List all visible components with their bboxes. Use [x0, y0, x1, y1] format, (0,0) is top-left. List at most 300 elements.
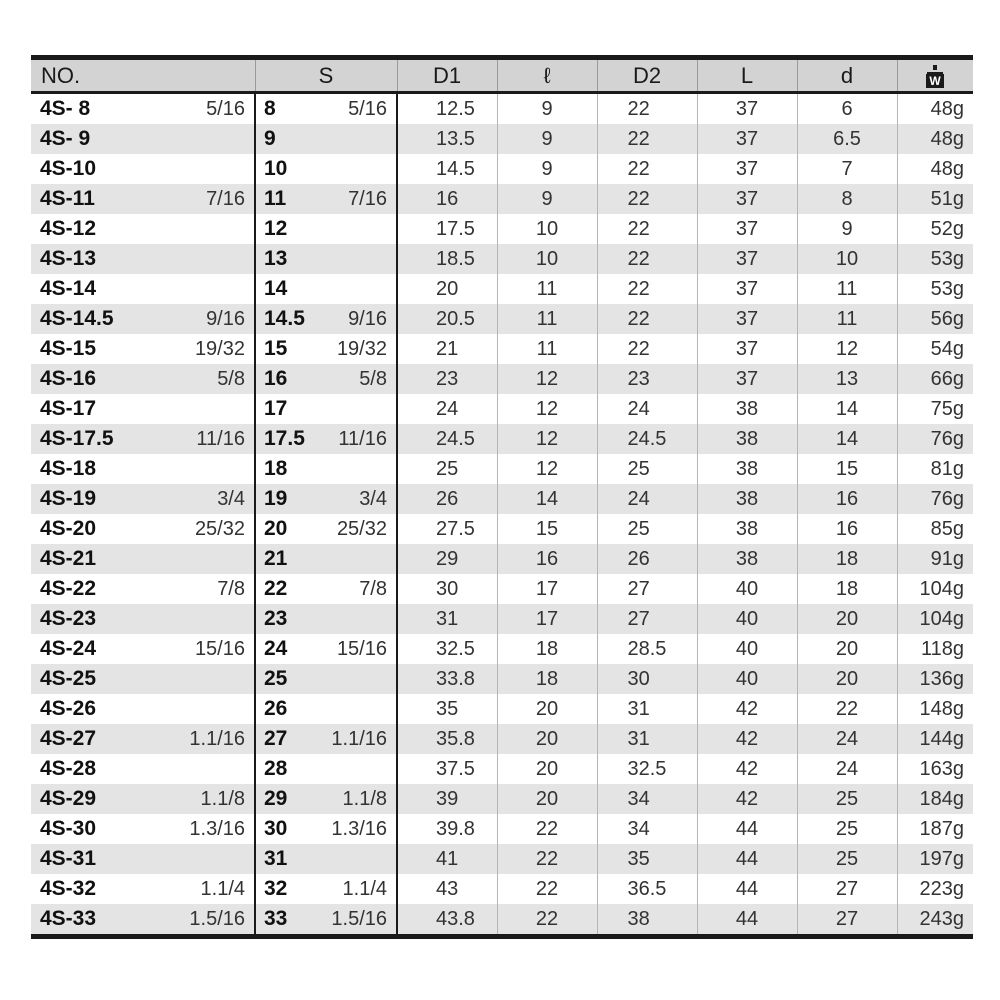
cell-no-inch: 1.3/16	[189, 818, 245, 840]
cell-d1: 20	[397, 274, 497, 304]
cell-no-inch: 3/4	[217, 488, 245, 510]
cell-no: 4S-28	[40, 757, 97, 780]
cell-no: 4S-19	[40, 487, 97, 510]
table-row	[31, 214, 973, 244]
cell-d1: 14.5	[397, 154, 497, 184]
cell-no-inch: 9/16	[206, 308, 245, 330]
cell-no-inch	[165, 664, 255, 694]
cell-d1: 23	[397, 364, 497, 394]
cell-d2: 27	[597, 574, 697, 604]
table-row	[31, 334, 973, 364]
cell-no: 4S-21	[40, 547, 97, 570]
cell-length: 37	[697, 154, 797, 184]
cell-d2: 22	[597, 304, 697, 334]
table-row	[31, 274, 973, 304]
cell-l: 14	[497, 484, 597, 514]
cell-length: 44	[697, 904, 797, 937]
cell-s: 14	[255, 274, 317, 304]
cell-no: 4S-18	[40, 457, 97, 480]
cell-l: 11	[497, 334, 597, 364]
cell-l: 15	[497, 514, 597, 544]
cell-length: 37	[697, 184, 797, 214]
cell-d: 24	[797, 724, 897, 754]
cell-no: 4S-26	[40, 697, 97, 720]
weight-icon-letter: W	[929, 73, 941, 88]
cell-d: 6.5	[797, 124, 897, 154]
cell-s-inch: 1.3/16	[331, 818, 387, 840]
cell-l: 10	[497, 214, 597, 244]
cell-weight: 148g	[897, 694, 973, 724]
cell-s: 16	[255, 364, 317, 394]
cell-weight: 85g	[897, 514, 973, 544]
cell-length: 37	[697, 304, 797, 334]
cell-d1: 21	[397, 334, 497, 364]
cell-l: 22	[497, 844, 597, 874]
table-row	[31, 424, 973, 454]
cell-d2: 22	[597, 214, 697, 244]
cell-l: 9	[497, 154, 597, 184]
table-row	[31, 634, 973, 664]
cell-no: 4S-11	[40, 187, 95, 210]
cell-d2: 38	[597, 904, 697, 937]
cell-l: 22	[497, 814, 597, 844]
cell-d: 24	[797, 754, 897, 784]
cell-length: 38	[697, 544, 797, 574]
table-row	[31, 754, 973, 784]
cell-d1: 41	[397, 844, 497, 874]
cell-no-inch: 1.1/4	[200, 878, 245, 900]
table-row	[31, 124, 973, 154]
cell-d2: 22	[597, 93, 697, 125]
cell-length: 42	[697, 694, 797, 724]
cell-s: 24	[255, 634, 317, 664]
cell-no-inch: 1.1/8	[200, 788, 245, 810]
cell-s: 8	[255, 93, 317, 125]
cell-l: 11	[497, 274, 597, 304]
cell-weight: 197g	[897, 844, 973, 874]
cell-s-inch: 9/16	[348, 308, 387, 330]
cell-d2: 30	[597, 664, 697, 694]
cell-no-inch: 19/32	[194, 338, 245, 360]
cell-no-inch	[165, 154, 255, 184]
cell-no-inch: 7/8	[217, 578, 245, 600]
cell-no-inch: 7/16	[206, 188, 245, 210]
cell-no: 4S-20	[40, 517, 97, 540]
cell-no: 4S-14.5	[40, 307, 114, 330]
cell-d2: 22	[597, 274, 697, 304]
cell-d1: 29	[397, 544, 497, 574]
table-row	[31, 454, 973, 484]
cell-d: 9	[797, 214, 897, 244]
cell-no: 4S-12	[40, 217, 97, 240]
cell-no-inch	[165, 214, 255, 244]
table-row	[31, 694, 973, 724]
table-row	[31, 154, 973, 184]
cell-weight: 48g	[897, 154, 973, 184]
cell-s: 20	[255, 514, 317, 544]
cell-d: 12	[797, 334, 897, 364]
cell-s: 11	[255, 184, 317, 214]
cell-no-inch: 25/32	[194, 518, 245, 540]
table-row	[31, 784, 973, 814]
cell-weight: 56g	[897, 304, 973, 334]
cell-d2: 32.5	[597, 754, 697, 784]
cell-l: 11	[497, 304, 597, 334]
cell-d2: 28.5	[597, 634, 697, 664]
cell-d1: 24.5	[397, 424, 497, 454]
header-d: d	[797, 58, 897, 93]
cell-s-inch: 3/4	[359, 488, 387, 510]
cell-d: 13	[797, 364, 897, 394]
header-d1: D1	[397, 58, 497, 93]
cell-weight: 81g	[897, 454, 973, 484]
cell-weight: 76g	[897, 424, 973, 454]
cell-length: 37	[697, 274, 797, 304]
cell-d2: 25	[597, 454, 697, 484]
table-row	[31, 484, 973, 514]
cell-length: 40	[697, 574, 797, 604]
cell-l: 20	[497, 754, 597, 784]
table-body	[31, 93, 973, 937]
table-row	[31, 394, 973, 424]
cell-d2: 34	[597, 784, 697, 814]
cell-s: 15	[255, 334, 317, 364]
cell-d: 25	[797, 844, 897, 874]
cell-d: 16	[797, 484, 897, 514]
cell-d1: 30	[397, 574, 497, 604]
cell-length: 42	[697, 784, 797, 814]
table-row	[31, 574, 973, 604]
cell-s-inch	[317, 124, 397, 154]
cell-weight: 53g	[897, 244, 973, 274]
cell-weight: 76g	[897, 484, 973, 514]
cell-no: 4S-22	[40, 577, 97, 600]
cell-no-inch	[165, 274, 255, 304]
cell-d1: 17.5	[397, 214, 497, 244]
cell-s-inch: 7/8	[359, 578, 387, 600]
cell-d2: 36.5	[597, 874, 697, 904]
cell-d: 11	[797, 304, 897, 334]
cell-weight: 51g	[897, 184, 973, 214]
cell-no: 4S-31	[40, 847, 97, 870]
cell-length: 40	[697, 604, 797, 634]
cell-no: 4S-24	[40, 637, 97, 660]
table-row	[31, 364, 973, 394]
cell-d1: 35.8	[397, 724, 497, 754]
cell-s-inch: 25/32	[336, 518, 387, 540]
cell-s: 28	[255, 754, 317, 784]
cell-s-inch	[317, 844, 397, 874]
cell-d: 27	[797, 874, 897, 904]
cell-s: 26	[255, 694, 317, 724]
cell-s-inch	[317, 694, 397, 724]
cell-s-inch: 19/32	[336, 338, 387, 360]
cell-s-inch	[317, 604, 397, 634]
cell-length: 37	[697, 364, 797, 394]
cell-d2: 23	[597, 364, 697, 394]
socket-spec-table	[31, 55, 973, 939]
cell-d1: 35	[397, 694, 497, 724]
cell-d: 25	[797, 814, 897, 844]
cell-weight: 243g	[897, 904, 973, 937]
cell-d2: 22	[597, 124, 697, 154]
cell-d2: 31	[597, 694, 697, 724]
cell-d2: 31	[597, 724, 697, 754]
table-row	[31, 93, 973, 125]
cell-d: 8	[797, 184, 897, 214]
cell-l: 9	[497, 93, 597, 125]
cell-no-inch	[165, 454, 255, 484]
cell-d: 27	[797, 904, 897, 937]
cell-l: 12	[497, 394, 597, 424]
table-row	[31, 664, 973, 694]
cell-d2: 26	[597, 544, 697, 574]
cell-weight: 184g	[897, 784, 973, 814]
cell-length: 38	[697, 514, 797, 544]
cell-d: 20	[797, 634, 897, 664]
cell-weight: 104g	[897, 604, 973, 634]
cell-d1: 37.5	[397, 754, 497, 784]
cell-s: 21	[255, 544, 317, 574]
cell-d1: 39	[397, 784, 497, 814]
cell-l: 18	[497, 664, 597, 694]
cell-d: 22	[797, 694, 897, 724]
cell-d1: 31	[397, 604, 497, 634]
table-row	[31, 724, 973, 754]
cell-length: 44	[697, 814, 797, 844]
cell-s-inch	[317, 754, 397, 784]
cell-no-inch	[165, 694, 255, 724]
cell-d: 14	[797, 424, 897, 454]
cell-length: 40	[697, 664, 797, 694]
table-row	[31, 184, 973, 214]
cell-weight: 144g	[897, 724, 973, 754]
cell-length: 37	[697, 334, 797, 364]
cell-s-inch	[317, 454, 397, 484]
table-row	[31, 244, 973, 274]
cell-s: 25	[255, 664, 317, 694]
cell-d2: 22	[597, 154, 697, 184]
cell-length: 37	[697, 93, 797, 125]
cell-l: 20	[497, 784, 597, 814]
cell-no-inch: 5/8	[217, 368, 245, 390]
cell-weight: 53g	[897, 274, 973, 304]
cell-length: 37	[697, 244, 797, 274]
cell-weight: 118g	[897, 634, 973, 664]
header-l-script: ℓ	[497, 58, 597, 93]
cell-no-inch: 5/16	[206, 98, 245, 120]
table-row	[31, 304, 973, 334]
cell-d: 14	[797, 394, 897, 424]
cell-no-inch	[165, 394, 255, 424]
cell-s-inch	[317, 544, 397, 574]
cell-no-inch: 1.5/16	[189, 908, 245, 930]
cell-weight: 75g	[897, 394, 973, 424]
cell-d1: 24	[397, 394, 497, 424]
cell-d: 16	[797, 514, 897, 544]
cell-l: 20	[497, 724, 597, 754]
cell-s-inch: 7/16	[348, 188, 387, 210]
cell-no: 4S-16	[40, 367, 97, 390]
cell-no: 4S-27	[40, 727, 97, 750]
cell-weight: 48g	[897, 124, 973, 154]
cell-length: 40	[697, 634, 797, 664]
cell-no: 4S-25	[40, 667, 97, 690]
cell-l: 17	[497, 574, 597, 604]
table-row	[31, 604, 973, 634]
header-weight	[897, 58, 973, 93]
cell-length: 42	[697, 754, 797, 784]
cell-s: 27	[255, 724, 317, 754]
cell-s: 19	[255, 484, 317, 514]
cell-d: 20	[797, 664, 897, 694]
header-d2: D2	[597, 58, 697, 93]
cell-d1: 20.5	[397, 304, 497, 334]
table-row	[31, 844, 973, 874]
cell-d2: 24.5	[597, 424, 697, 454]
cell-weight: 223g	[897, 874, 973, 904]
cell-length: 37	[697, 214, 797, 244]
table-row	[31, 904, 973, 937]
cell-s-inch: 1.5/16	[331, 908, 387, 930]
cell-d2: 22	[597, 334, 697, 364]
cell-d: 18	[797, 574, 897, 604]
cell-no-inch: 11/16	[196, 428, 245, 450]
cell-no-inch	[165, 244, 255, 274]
cell-l: 18	[497, 634, 597, 664]
cell-l: 20	[497, 694, 597, 724]
header-row	[31, 58, 973, 93]
cell-length: 38	[697, 424, 797, 454]
cell-s: 18	[255, 454, 317, 484]
cell-d1: 25	[397, 454, 497, 484]
cell-no: 4S-17.5	[40, 427, 114, 450]
cell-weight: 187g	[897, 814, 973, 844]
cell-d: 11	[797, 274, 897, 304]
cell-no: 4S-17	[40, 397, 97, 420]
cell-no: 4S- 8	[40, 97, 91, 120]
cell-s: 10	[255, 154, 317, 184]
cell-d1: 26	[397, 484, 497, 514]
table-row	[31, 544, 973, 574]
cell-s-inch	[317, 154, 397, 184]
cell-s-inch: 1.1/8	[342, 788, 387, 810]
cell-l: 9	[497, 184, 597, 214]
cell-l: 9	[497, 124, 597, 154]
cell-d1: 16	[397, 184, 497, 214]
cell-d2: 24	[597, 394, 697, 424]
cell-weight: 136g	[897, 664, 973, 694]
cell-no-inch	[165, 604, 255, 634]
cell-d1: 43.8	[397, 904, 497, 937]
table-row	[31, 814, 973, 844]
table-header	[31, 58, 973, 93]
cell-d1: 27.5	[397, 514, 497, 544]
cell-d2: 24	[597, 484, 697, 514]
cell-no: 4S-30	[40, 817, 97, 840]
cell-s: 17.5	[255, 424, 317, 454]
cell-l: 22	[497, 874, 597, 904]
cell-no: 4S-15	[40, 337, 97, 360]
cell-length: 42	[697, 724, 797, 754]
cell-length: 44	[697, 844, 797, 874]
cell-s: 14.5	[255, 304, 317, 334]
cell-d1: 32.5	[397, 634, 497, 664]
weight-icon	[924, 65, 946, 89]
cell-s-inch: 1.1/4	[342, 878, 387, 900]
cell-s-inch	[317, 244, 397, 274]
cell-d: 6	[797, 93, 897, 125]
table-row	[31, 514, 973, 544]
cell-no-inch	[165, 754, 255, 784]
cell-no-inch	[165, 544, 255, 574]
cell-no: 4S-29	[40, 787, 97, 810]
cell-no: 4S- 9	[40, 127, 91, 150]
cell-weight: 52g	[897, 214, 973, 244]
cell-no-inch	[165, 124, 255, 154]
cell-d2: 34	[597, 814, 697, 844]
cell-d2: 22	[597, 184, 697, 214]
cell-s: 13	[255, 244, 317, 274]
cell-no: 4S-33	[40, 907, 97, 930]
cell-d: 7	[797, 154, 897, 184]
table-row	[31, 874, 973, 904]
cell-s: 33	[255, 904, 317, 937]
header-length: L	[697, 58, 797, 93]
cell-s-inch: 15/16	[336, 638, 387, 660]
cell-d1: 13.5	[397, 124, 497, 154]
cell-length: 37	[697, 124, 797, 154]
cell-s-inch: 5/8	[359, 368, 387, 390]
cell-d: 15	[797, 454, 897, 484]
cell-l: 12	[497, 364, 597, 394]
cell-no: 4S-13	[40, 247, 97, 270]
cell-s: 12	[255, 214, 317, 244]
cell-l: 12	[497, 424, 597, 454]
cell-d: 10	[797, 244, 897, 274]
cell-l: 10	[497, 244, 597, 274]
cell-weight: 104g	[897, 574, 973, 604]
cell-l: 16	[497, 544, 597, 574]
cell-s-inch	[317, 274, 397, 304]
header-s: S	[255, 58, 397, 93]
cell-d: 25	[797, 784, 897, 814]
cell-length: 38	[697, 484, 797, 514]
cell-d: 20	[797, 604, 897, 634]
cell-weight: 91g	[897, 544, 973, 574]
cell-s-inch	[317, 214, 397, 244]
header-no: NO.	[31, 58, 255, 93]
cell-s-inch: 1.1/16	[331, 728, 387, 750]
cell-no-inch: 15/16	[194, 638, 245, 660]
cell-s: 29	[255, 784, 317, 814]
cell-s: 32	[255, 874, 317, 904]
cell-no: 4S-10	[40, 157, 97, 180]
cell-length: 38	[697, 454, 797, 484]
cell-no-inch: 1.1/16	[189, 728, 245, 750]
cell-d2: 27	[597, 604, 697, 634]
cell-d1: 33.8	[397, 664, 497, 694]
cell-s: 9	[255, 124, 317, 154]
cell-s-inch: 11/16	[338, 428, 387, 450]
cell-l: 22	[497, 904, 597, 937]
cell-d1: 43	[397, 874, 497, 904]
cell-d1: 12.5	[397, 93, 497, 125]
cell-no: 4S-32	[40, 877, 97, 900]
cell-no-inch	[165, 844, 255, 874]
cell-s: 17	[255, 394, 317, 424]
cell-s-inch	[317, 394, 397, 424]
